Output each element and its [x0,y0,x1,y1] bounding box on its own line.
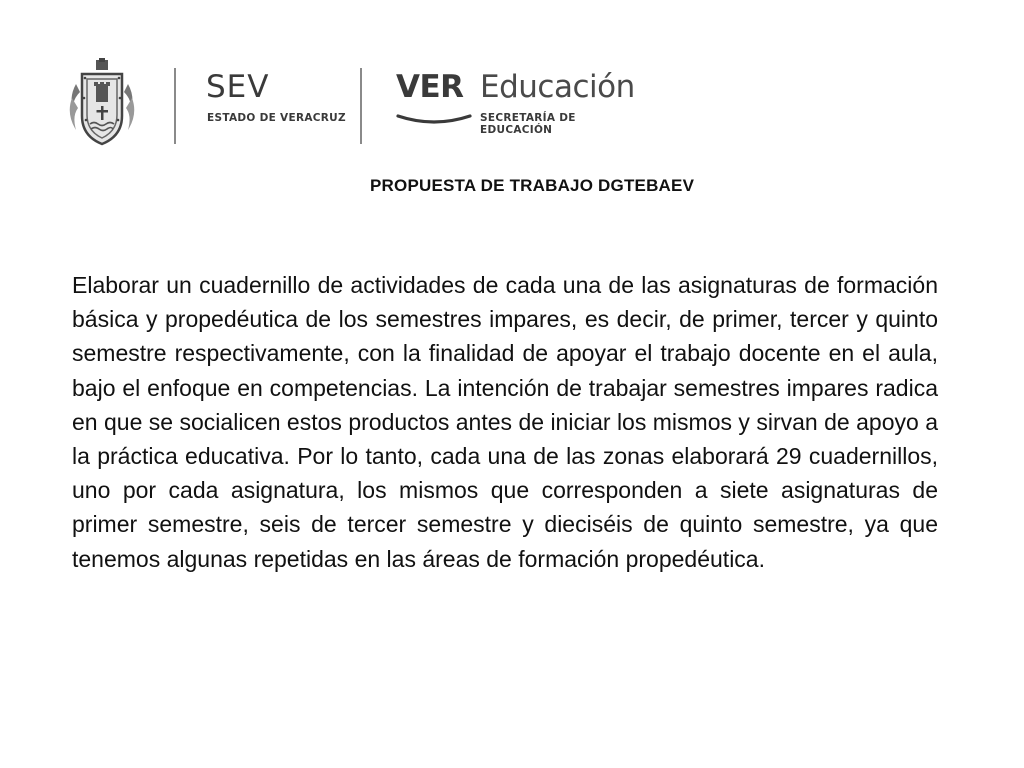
page-title: PROPUESTA DE TRABAJO DGTEBAEV [370,176,695,195]
ver-swoosh-icon [394,110,474,128]
body-paragraph: Elaborar un cuadernillo de actividades de cada una de las asignaturas de formación básica y propedéutica de los semestres impares, es decir, de primer, tercer y quinto semestre respectivamente, con la finalidad de apoyar el trabajo docente en el aula, bajo el enfoque en competencias. La intención de trabajar semestres impares radica en que se socialicen estos productos antes de iniciar los mismos y sirvan de apoyo a la práctica educativa. Por lo tanto, cada una de las zonas elaborará 29 cuadernillos, uno por cada asignatura, los mismos que corresponden a siete asignaturas de primer semestre, seis de tercer semestre y dieciséis de quinto semestre, ya que tenemos algunas repetidas en las áreas de formación propedéutica. [72,272,938,572]
educacion-logo-subtitle: SECRETARÍA DE EDUCACIÓN [480,112,576,136]
educacion-logo-title: Educación [480,69,635,105]
sev-logo-title: SEV [206,69,270,105]
header-logo-band [60,56,634,152]
veracruz-coat-of-arms-icon [66,58,138,148]
ver-logo-title: VER [396,69,464,105]
sev-logo-subtitle: ESTADO DE VERACRUZ [207,112,346,124]
header-divider [174,68,176,144]
header-divider [360,68,362,144]
